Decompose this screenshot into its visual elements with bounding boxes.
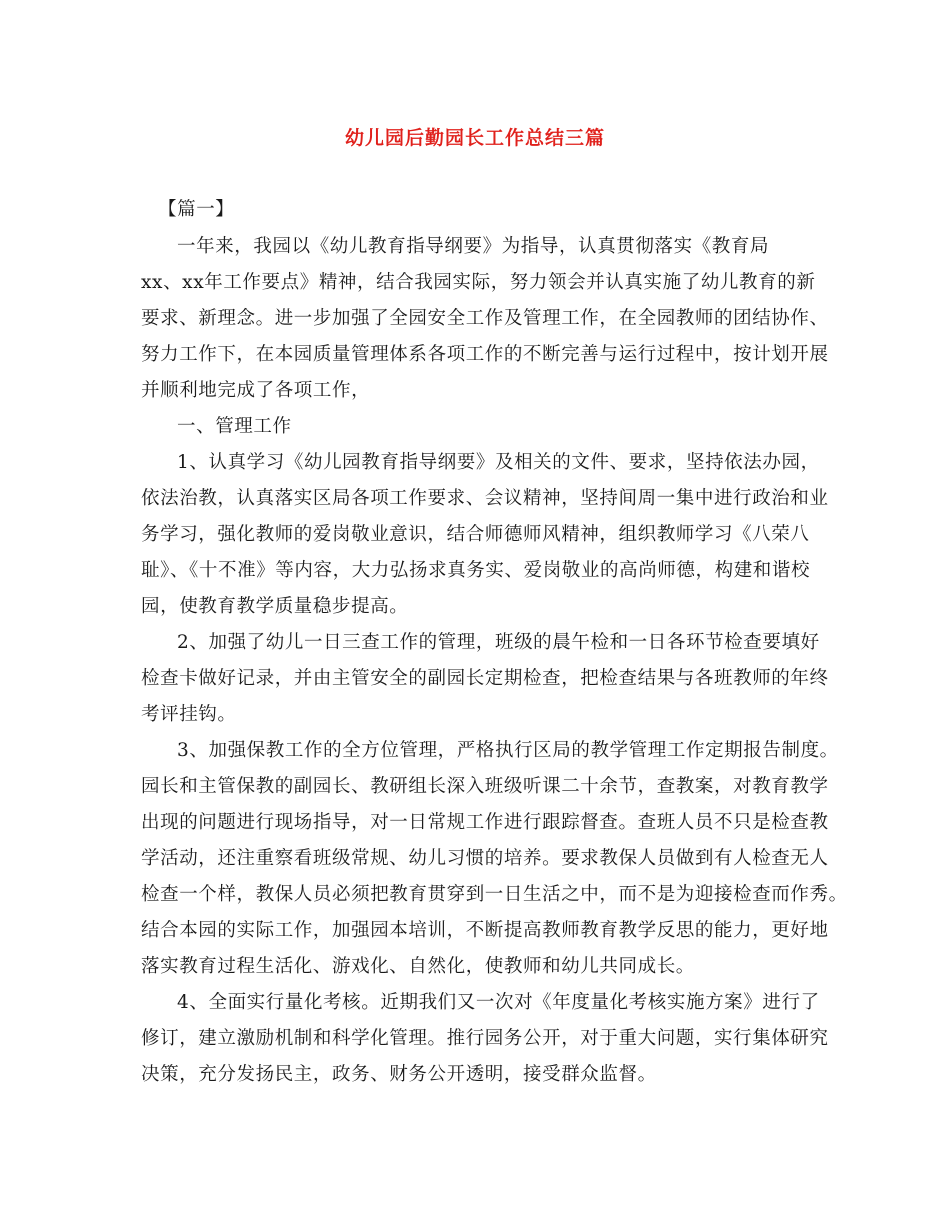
paragraph-line: 努力工作下，在本园质量管理体系各项工作的不断完善与运行过程中，按计划开展 [141,344,829,365]
paragraph-line: 检查卡做好记录，并由主管安全的副园长定期检查，把检查结果与各班教师的年终 [141,668,829,689]
paragraph-line: xx、xx年工作要点》精神，结合我园实际，努力领会并认真实施了幼儿教育的新 [141,272,816,293]
paragraph-line: 学活动，还注重察看班级常规、幼儿习惯的培养。要求教保人员做到有人检查无人 [141,848,829,869]
paragraph-line: 3、加强保教工作的全方位管理，严格执行区局的教学管理工作定期报告制度。 [177,740,839,761]
paragraph-line: 园长和主管保教的副园长、教研组长深入班级听课二十余节，查教案，对教育教学 [141,776,829,797]
paragraph-line: 检查一个样，教保人员必须把教育贯穿到一日生活之中，而不是为迎接检查而作秀。 [141,884,848,905]
paragraph-line: 要求、新理念。进一步加强了全园安全工作及管理工作，在全园教师的团结协作、 [141,308,829,329]
paragraph-line: 一年来，我园以《幼儿教育指导纲要》为指导，认真贯彻落实《教育局 [177,236,770,257]
heading-management: 一、管理工作 [177,416,292,437]
paragraph-line: 务学习，强化教师的爱岗敬业意识，结合师德师风精神，组织教师学习《八荣八 [141,524,810,545]
paragraph-line: 决策，充分发扬民主，政务、财务公开透明，接受群众监督。 [141,1064,657,1085]
paragraph-line: 修订，建立激励机制和科学化管理。推行园务公开，对于重大问题，实行集体研究 [141,1028,829,1049]
paragraph-line: 依法治教，认真落实区局各项工作要求、会议精神，坚持间周一集中进行政治和业 [141,488,829,509]
paragraph-line: 2、加强了幼儿一日三查工作的管理，班级的晨午检和一日各环节检查要填好 [177,632,820,653]
paragraph-line: 并顺利地完成了各项工作， [141,380,371,401]
paragraph-line: 考评挂钩。 [141,704,237,725]
document-title: 幼儿园后勤园长工作总结三篇 [344,127,605,149]
section-label: 【篇一】 [158,199,235,220]
paragraph-line: 耻》、《十不准》等内容，大力弘扬求真务实、爱岗敬业的高尚师德，构建和谐校 [141,560,811,581]
paragraph-line: 4、全面实行量化考核。近期我们又一次对《年度量化考核实施方案》进行了 [177,992,820,1013]
paragraph-line: 结合本园的实际工作，加强园本培训，不断提高教师教育教学反思的能力，更好地 [141,920,829,941]
paragraph-line: 落实教育过程生活化、游戏化、自然化，使教师和幼儿共同成长。 [141,956,695,977]
paragraph-line: 园，使教育教学质量稳步提高。 [141,596,409,617]
paragraph-line: 出现的问题进行现场指导，对一日常规工作进行跟踪督查。查班人员不只是检查教 [141,812,829,833]
paragraph-line: 1、认真学习《幼儿园教育指导纲要》及相关的文件、要求，坚持依法办园， [177,452,820,473]
